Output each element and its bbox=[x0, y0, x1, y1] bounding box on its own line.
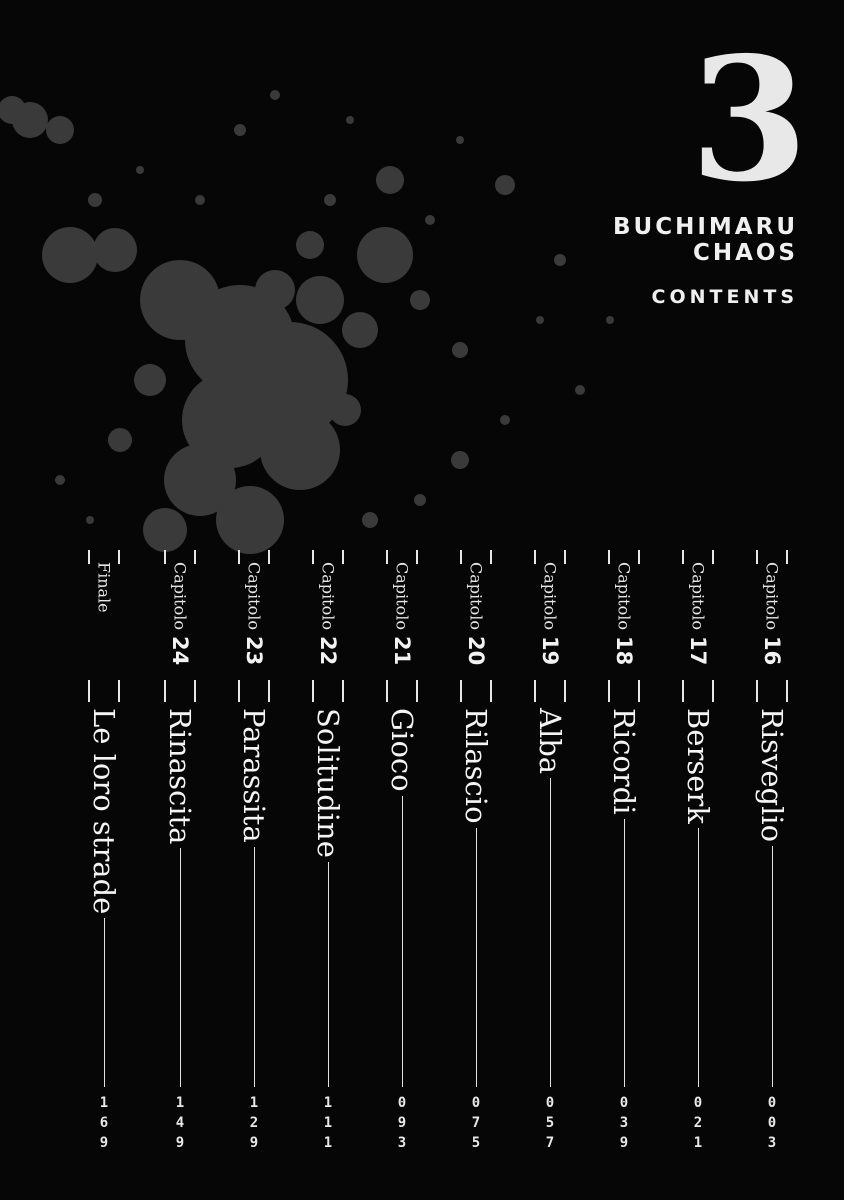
leader-line bbox=[698, 828, 699, 1087]
chapter-label-word: Capitolo bbox=[540, 562, 560, 630]
chapter-title bbox=[457, 708, 495, 1087]
series-title-line-1: BUCHIMARU bbox=[613, 214, 798, 240]
chapter-label-word: Capitolo bbox=[762, 562, 782, 630]
toc-entry bbox=[160, 548, 200, 1158]
page-digit: 2 bbox=[693, 1115, 703, 1131]
chapter-title bbox=[605, 708, 643, 1087]
chapter-title bbox=[309, 708, 347, 1087]
chapter-label-word: Finale bbox=[94, 562, 114, 613]
page-digit: 1 bbox=[249, 1095, 259, 1111]
chapter-label-word: Capitolo bbox=[244, 562, 264, 630]
leader-line bbox=[254, 847, 255, 1087]
chapter-title bbox=[679, 708, 717, 1087]
page-number bbox=[684, 1093, 712, 1153]
volume-number: 3 bbox=[690, 20, 809, 220]
chapter-number: 24 bbox=[168, 635, 192, 666]
divider-bar bbox=[268, 680, 270, 702]
chapter-title-text: Solitudine bbox=[311, 708, 345, 858]
toc-entry bbox=[234, 548, 274, 1158]
page-digit: 1 bbox=[323, 1135, 333, 1151]
series-title-line-2: CHAOS bbox=[692, 240, 798, 266]
chapter-title-text: Ricordi bbox=[607, 708, 641, 815]
toc-entry bbox=[456, 548, 496, 1158]
chapter-number: 18 bbox=[612, 635, 636, 666]
chapter-label bbox=[683, 562, 713, 680]
chapter-label bbox=[313, 562, 343, 680]
page-digit: 0 bbox=[397, 1095, 407, 1111]
toc-entry bbox=[752, 548, 792, 1158]
chapter-title-text: Gioco bbox=[385, 708, 419, 792]
chapter-label bbox=[89, 562, 119, 680]
divider-bar bbox=[682, 680, 684, 702]
chapter-number: 17 bbox=[686, 635, 710, 666]
page-number bbox=[90, 1093, 118, 1153]
page-number bbox=[536, 1093, 564, 1153]
chapter-label-word: Capitolo bbox=[170, 562, 190, 630]
page-digit: 0 bbox=[471, 1095, 481, 1111]
page-digit: 0 bbox=[619, 1095, 629, 1111]
page-digit: 3 bbox=[619, 1115, 629, 1131]
chapter-label bbox=[535, 562, 565, 680]
toc-entry bbox=[530, 548, 570, 1158]
divider-bar bbox=[534, 680, 536, 702]
page-number bbox=[240, 1093, 268, 1153]
divider-bar bbox=[756, 680, 758, 702]
page-digit: 9 bbox=[99, 1135, 109, 1151]
chapter-title-text: Berserk bbox=[681, 708, 715, 824]
chapter-label-word: Capitolo bbox=[614, 562, 634, 630]
divider-bar bbox=[786, 680, 788, 702]
chapter-label bbox=[165, 562, 195, 680]
page-number bbox=[758, 1093, 786, 1153]
divider-bar bbox=[564, 680, 566, 702]
chapter-title-text: Alba bbox=[533, 708, 567, 775]
leader-line bbox=[550, 778, 551, 1087]
page-digit: 5 bbox=[545, 1115, 555, 1131]
page-digit: 6 bbox=[99, 1115, 109, 1131]
toc-entry bbox=[604, 548, 644, 1158]
divider-bar bbox=[342, 680, 344, 702]
chapter-title-text: Risveglio bbox=[755, 708, 789, 843]
divider-bar bbox=[460, 680, 462, 702]
page-digit: 9 bbox=[397, 1115, 407, 1131]
chapter-number: 16 bbox=[760, 635, 784, 666]
leader-line bbox=[476, 828, 477, 1087]
leader-line bbox=[624, 819, 625, 1087]
chapter-label bbox=[609, 562, 639, 680]
page-number bbox=[462, 1093, 490, 1153]
page-digit: 2 bbox=[249, 1115, 259, 1131]
page-digit: 0 bbox=[767, 1115, 777, 1131]
page-number bbox=[314, 1093, 342, 1153]
divider-bar bbox=[712, 680, 714, 702]
chapter-number: 19 bbox=[538, 635, 562, 666]
page-digit: 7 bbox=[545, 1135, 555, 1151]
toc-entry bbox=[84, 548, 124, 1158]
page-digit: 1 bbox=[99, 1095, 109, 1111]
leader-line bbox=[104, 918, 105, 1087]
page-digit: 1 bbox=[323, 1115, 333, 1131]
chapter-number: 22 bbox=[316, 635, 340, 666]
toc-entry bbox=[382, 548, 422, 1158]
chapter-number: 23 bbox=[242, 635, 266, 666]
page-digit: 3 bbox=[767, 1135, 777, 1151]
page-digit: 5 bbox=[471, 1135, 481, 1151]
divider-bar bbox=[416, 680, 418, 702]
divider-bar bbox=[238, 680, 240, 702]
page-digit: 0 bbox=[693, 1095, 703, 1111]
page-number bbox=[610, 1093, 638, 1153]
divider-bar bbox=[194, 680, 196, 702]
chapter-title bbox=[753, 708, 791, 1087]
chapter-label bbox=[757, 562, 787, 680]
leader-line bbox=[328, 862, 329, 1087]
leader-line bbox=[180, 848, 181, 1087]
divider-bar bbox=[638, 680, 640, 702]
leader-line bbox=[402, 796, 403, 1087]
leader-line bbox=[772, 846, 773, 1087]
page-digit: 9 bbox=[175, 1135, 185, 1151]
chapter-title-text: Le loro strade bbox=[87, 708, 121, 915]
page-digit: 9 bbox=[249, 1135, 259, 1151]
chapter-label bbox=[239, 562, 269, 680]
divider-bar bbox=[608, 680, 610, 702]
page-digit: 4 bbox=[175, 1115, 185, 1131]
page-digit: 9 bbox=[619, 1135, 629, 1151]
page-digit: 0 bbox=[545, 1095, 555, 1111]
chapter-title-text: Rilascio bbox=[459, 708, 493, 824]
chapter-title bbox=[383, 708, 421, 1087]
chapter-title bbox=[531, 708, 569, 1087]
chapter-number: 21 bbox=[390, 635, 414, 666]
chapter-number: 20 bbox=[464, 635, 488, 666]
chapter-label-word: Capitolo bbox=[688, 562, 708, 630]
page-digit: 3 bbox=[397, 1135, 407, 1151]
chapter-label bbox=[461, 562, 491, 680]
divider-bar bbox=[164, 680, 166, 702]
chapter-label bbox=[387, 562, 417, 680]
page-number bbox=[388, 1093, 416, 1153]
chapter-title bbox=[85, 708, 123, 1087]
page-digit: 1 bbox=[323, 1095, 333, 1111]
divider-bar bbox=[386, 680, 388, 702]
divider-bar bbox=[490, 680, 492, 702]
chapter-title bbox=[161, 708, 199, 1087]
chapter-title bbox=[235, 708, 273, 1087]
page-digit: 1 bbox=[175, 1095, 185, 1111]
page-digit: 7 bbox=[471, 1115, 481, 1131]
page-number bbox=[166, 1093, 194, 1153]
toc-entry bbox=[678, 548, 718, 1158]
divider-bar bbox=[118, 680, 120, 702]
chapter-label-word: Capitolo bbox=[466, 562, 486, 630]
page-digit: 1 bbox=[693, 1135, 703, 1151]
contents-heading: CONTENTS bbox=[651, 286, 798, 308]
toc-entry bbox=[308, 548, 348, 1158]
divider-bar bbox=[88, 680, 90, 702]
page-digit: 0 bbox=[767, 1095, 777, 1111]
chapter-title-text: Parassita bbox=[237, 708, 271, 843]
chapter-label-word: Capitolo bbox=[318, 562, 338, 630]
chapter-title-text: Rinascita bbox=[163, 708, 197, 845]
divider-bar bbox=[312, 680, 314, 702]
chapter-label-word: Capitolo bbox=[392, 562, 412, 630]
